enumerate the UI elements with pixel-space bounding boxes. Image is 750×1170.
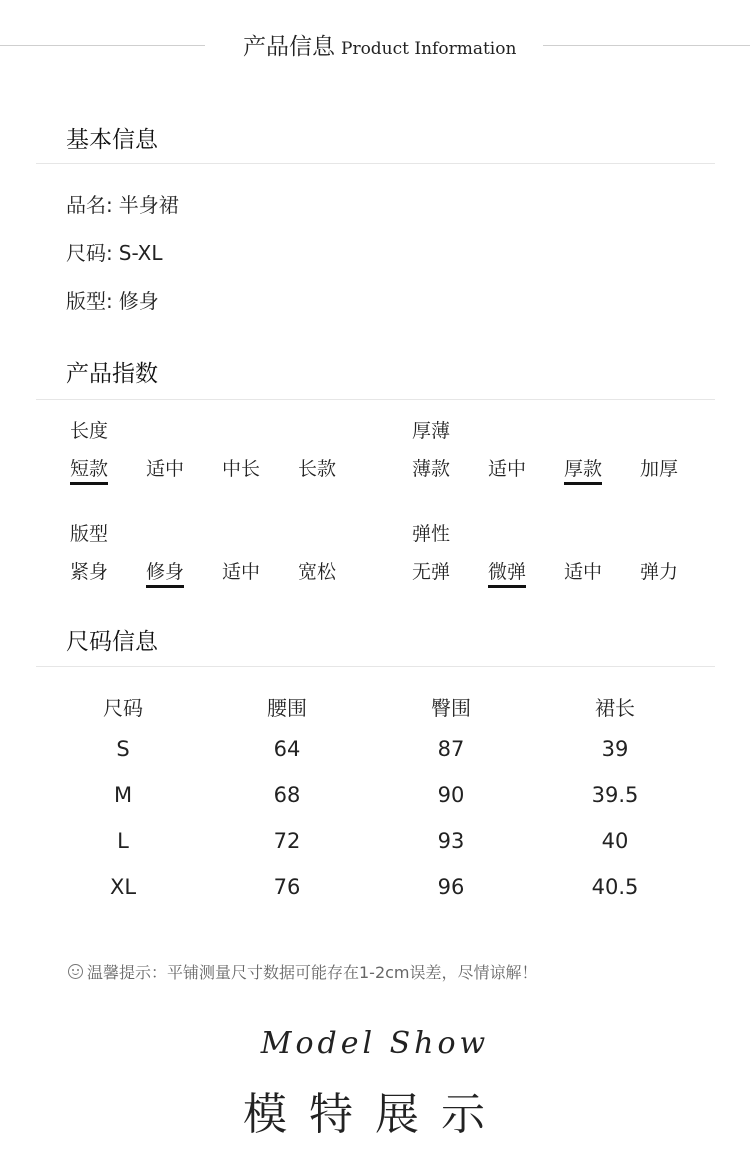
- info-row-fit: [66, 285, 159, 314]
- info-label: 版型:: [66, 289, 113, 313]
- table-cell: S: [116, 737, 130, 761]
- page-title: [243, 28, 516, 61]
- table-cell: 96: [437, 875, 465, 899]
- measurement-tip: [68, 960, 538, 983]
- option-elastic-stretch: 弹力: [640, 561, 679, 583]
- table-cell: L: [117, 829, 129, 853]
- info-value: 半身裙: [118, 193, 179, 217]
- product-index-divider: [36, 399, 715, 400]
- header-line-right: [543, 45, 750, 46]
- model-show-title-cn: 模特展示: [243, 1089, 507, 1140]
- table-cell: 40: [601, 829, 629, 853]
- header-line-left: [0, 45, 205, 46]
- option-fit-loose: 宽松: [298, 561, 337, 583]
- table-cell: 90: [437, 783, 465, 807]
- option-length-long: 长款: [298, 458, 337, 480]
- table-cell: 93: [437, 829, 465, 853]
- index-label-elasticity: 弹性: [412, 523, 451, 545]
- size-header-hip: 臀围: [431, 696, 471, 720]
- table-cell: 72: [273, 829, 301, 853]
- table-cell: 39.5: [591, 783, 639, 807]
- smile-icon: [68, 964, 83, 979]
- option-elastic-slight: 微弹: [488, 557, 526, 588]
- option-fit-tight: 紧身: [70, 561, 109, 583]
- option-length-mid-long: 中长: [222, 458, 261, 480]
- info-row-name: [66, 189, 179, 218]
- option-length-medium: 适中: [146, 458, 185, 480]
- basic-info-title: 基本信息: [66, 127, 158, 153]
- size-info-divider: [36, 666, 715, 667]
- index-label-length: 长度: [70, 420, 109, 442]
- info-row-size: [66, 237, 163, 266]
- option-length-short: 短款: [70, 454, 108, 485]
- option-thickness-extra: 加厚: [640, 458, 679, 480]
- info-label: 尺码:: [66, 241, 113, 265]
- size-info-title: 尺码信息: [66, 629, 158, 655]
- table-cell: 40.5: [591, 875, 639, 899]
- page-title-en: Product Information: [341, 39, 517, 59]
- option-thickness-medium: 适中: [488, 458, 527, 480]
- option-thickness-thick: 厚款: [564, 454, 602, 485]
- option-elastic-medium: 适中: [564, 561, 603, 583]
- size-header-waist: 腰围: [267, 696, 307, 720]
- info-label: 品名:: [66, 193, 113, 217]
- model-show-title-en: Model Show: [260, 1026, 490, 1061]
- tip-text: 温馨提示：平铺测量尺寸数据可能存在1-2cm误差，尽情谅解！: [87, 963, 538, 982]
- basic-info-divider: [36, 163, 715, 164]
- info-value: S-XL: [118, 241, 163, 265]
- option-elastic-none: 无弹: [412, 561, 451, 583]
- size-header-size: 尺码: [103, 696, 143, 720]
- table-cell: XL: [109, 875, 137, 899]
- page-title-cn: 产品信息: [243, 34, 335, 60]
- table-cell: 64: [273, 737, 301, 761]
- option-fit-slim: 修身: [146, 557, 184, 588]
- table-cell: 68: [273, 783, 301, 807]
- option-fit-regular: 适中: [222, 561, 261, 583]
- table-cell: M: [113, 783, 133, 807]
- size-header-length: 裙长: [595, 696, 635, 720]
- index-label-thickness: 厚薄: [412, 420, 451, 442]
- product-index-title: 产品指数: [66, 361, 158, 387]
- option-thickness-thin: 薄款: [412, 458, 451, 480]
- info-value: 修身: [118, 289, 159, 313]
- index-label-fit: 版型: [70, 523, 109, 545]
- table-cell: 39: [601, 737, 629, 761]
- table-cell: 76: [273, 875, 301, 899]
- table-cell: 87: [437, 737, 465, 761]
